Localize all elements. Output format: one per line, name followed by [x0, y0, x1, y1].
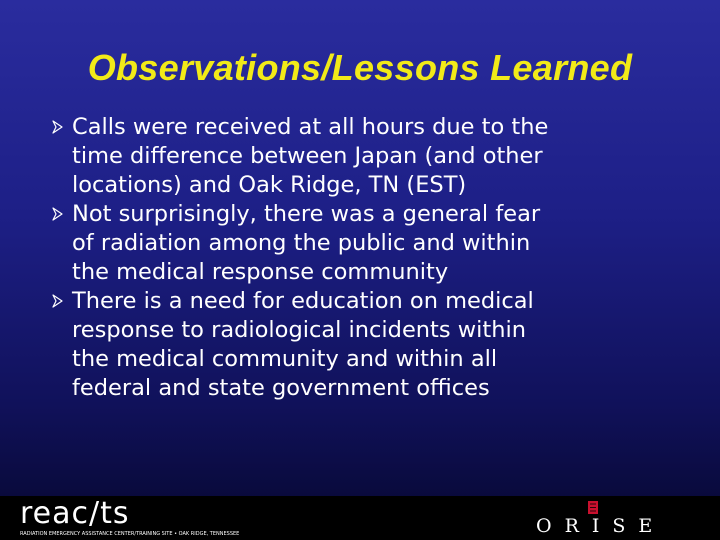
- arrowhead-bullet-icon: [52, 293, 64, 309]
- bullet-text: There is a need for education on medical response to radiological incidents within the medical community and within all federal and state government offices: [72, 288, 534, 401]
- bullet-item: [52, 287, 692, 403]
- reac-ts-tagline: RADIATION EMERGENCY ASSISTANCE CENTER/TRAINING SITE • OAK RIDGE, TENNESSEE: [20, 531, 240, 537]
- arrowhead-bullet-icon: [52, 119, 64, 135]
- bullet-item: [52, 113, 692, 200]
- orise-mark-icon: [588, 501, 598, 514]
- footer-bar: [0, 496, 720, 540]
- bullet-text: Not surprisingly, there was a general fear of radiation among the public and within the medical response community: [72, 201, 541, 285]
- reac-ts-logo: [20, 496, 280, 537]
- arrowhead-bullet-icon: [52, 206, 64, 222]
- bullet-list: [52, 113, 692, 403]
- orise-logo-text: ORISE: [536, 515, 666, 537]
- slide-title: Observations/Lessons Learned: [87, 47, 633, 88]
- bullet-text: Calls were received at all hours due to the time difference between Japan (and other locations) and Oak Ridge, TN (EST): [72, 114, 549, 198]
- bullet-item: [52, 200, 692, 287]
- orise-logo: [536, 498, 706, 538]
- reac-ts-logo-text: reac/ts: [20, 496, 130, 531]
